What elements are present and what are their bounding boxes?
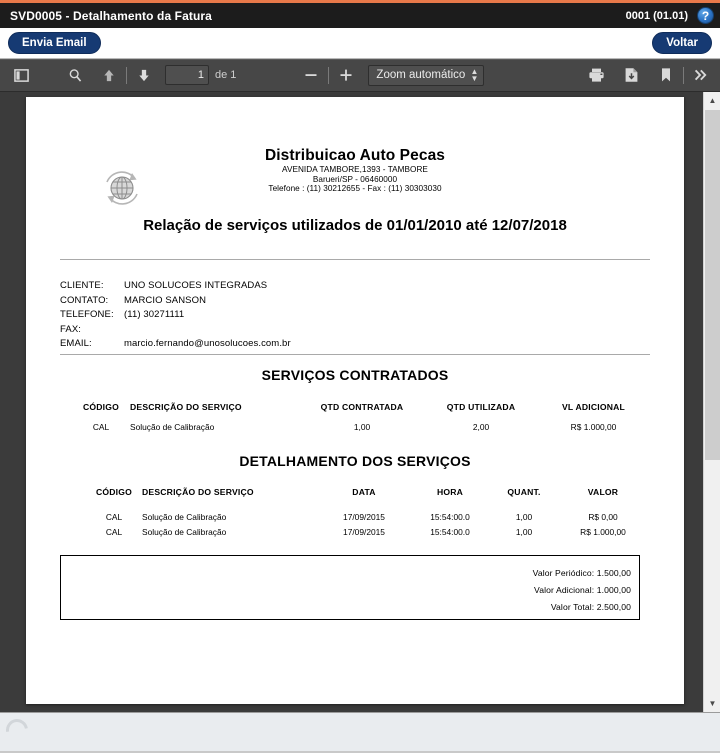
col-header-codigo: CÓDIGO [95, 487, 133, 497]
col-header-data: DATA [352, 487, 376, 497]
previous-page-arrow-up-icon[interactable] [96, 63, 122, 87]
window-titlebar [0, 0, 720, 28]
cell-descricao: Solução de Calibração [142, 512, 227, 522]
cell-hora: 15:54:00.0 [430, 512, 470, 522]
company-phone: Telefone : (11) 30212655 - Fax : (11) 30303030 [268, 184, 442, 193]
invoice-document [26, 97, 684, 704]
sidebar-toggle-icon[interactable] [8, 63, 34, 87]
total-valor-periodico: Valor Periódico: 1.500,00 [532, 568, 631, 578]
divider-middle [60, 354, 650, 355]
scroll-down-arrow-icon[interactable]: ▼ [704, 695, 720, 712]
cell-descricao: Solução de Calibração [142, 527, 227, 537]
service-detail-title: DETALHAMENTO DOS SERVIÇOS [239, 453, 471, 469]
cell-hora: 15:54:00.0 [430, 527, 470, 537]
info-row-contato [60, 294, 291, 309]
table-row [86, 507, 646, 522]
cell-vl-adicional: R$ 1.000,00 [570, 422, 617, 432]
col-header-hora: HORA [436, 487, 464, 497]
back-button[interactable]: Voltar [652, 32, 712, 54]
window-title: SVD0005 - Detalhamento da Fatura [10, 8, 212, 23]
cell-valor: R$ 0,00 [588, 512, 618, 522]
cell-data: 17/09/2015 [343, 512, 385, 522]
pdf-viewer-toolbar [0, 59, 720, 92]
col-header-qtd-contratada: QTD CONTRATADA [320, 402, 404, 412]
table-header-row [86, 487, 646, 507]
cell-quant: 1,00 [515, 527, 533, 537]
action-bar [0, 28, 720, 59]
viewer-vertical-scrollbar[interactable] [703, 92, 720, 712]
col-header-qtd-utilizada: QTD UTILIZADA [446, 402, 516, 412]
pdf-page [26, 97, 684, 704]
scrollbar-thumb[interactable] [705, 110, 720, 460]
info-label-contato: CONTATO: [60, 294, 109, 306]
contracted-services-title: SERVIÇOS CONTRATADOS [261, 367, 449, 383]
window-version-label: 0001 (01.01) [625, 9, 688, 22]
info-value-contato: MARCIO SANSON [124, 294, 207, 306]
cell-codigo: CAL [105, 512, 123, 522]
loading-spinner-icon [2, 715, 33, 746]
customer-info-block [60, 279, 291, 352]
info-value-email: marcio.fernando@unosolucoes.com.br [124, 338, 291, 349]
cell-quant: 1,00 [515, 512, 533, 522]
zoom-out-minus-icon[interactable] [298, 63, 324, 87]
next-page-arrow-down-icon[interactable] [131, 63, 157, 87]
table-row [72, 422, 647, 432]
info-value-telefone: (11) 30271111 [124, 309, 185, 320]
col-header-descricao: DESCRIÇÃO DO SERVIÇO [142, 487, 254, 497]
totals-box [60, 555, 640, 620]
company-city: Barueri/SP - 06460000 [312, 174, 398, 184]
cell-valor: R$ 1.000,00 [580, 527, 626, 537]
toolbar-divider-3 [683, 67, 684, 84]
company-name: Distribuicao Auto Pecas [264, 147, 446, 164]
info-label-telefone: TELEFONE: [60, 309, 114, 320]
page-total-label: de 1 [215, 69, 237, 81]
send-email-button[interactable]: Envia Email [8, 32, 101, 54]
total-valor-adicional: Valor Adicional: 1.000,00 [534, 585, 631, 595]
col-header-descricao: DESCRIÇÃO DO SERVIÇO [130, 402, 242, 412]
col-header-valor: VALOR [587, 487, 619, 497]
company-address: AVENIDA TAMBORE,1393 - TAMBORE [282, 165, 428, 174]
table-row [86, 522, 646, 537]
table-header-row [72, 402, 647, 422]
col-header-quant: QUANT. [507, 487, 541, 497]
cell-data: 17/09/2015 [343, 527, 385, 537]
info-row-cliente [60, 279, 291, 294]
status-bar [0, 712, 720, 753]
scroll-up-arrow-icon[interactable]: ▲ [704, 92, 720, 109]
info-label-fax: FAX: [60, 323, 81, 335]
toolbar-divider-1 [126, 67, 127, 84]
help-question-icon[interactable]: ? [697, 7, 714, 24]
cell-codigo: CAL [92, 422, 110, 432]
pdf-viewer-area[interactable] [0, 92, 720, 712]
bookmark-icon[interactable] [653, 63, 679, 87]
divider-top [60, 259, 650, 260]
service-detail-table [86, 487, 646, 537]
col-header-codigo: CÓDIGO [82, 402, 120, 412]
page-number-input[interactable] [165, 65, 209, 85]
info-value-cliente: UNO SOLUCOES INTEGRADAS [124, 280, 268, 291]
toolbar-divider-2 [328, 67, 329, 84]
total-valor-total: Valor Total: 2.500,00 [550, 602, 631, 612]
col-header-vl-adicional: VL ADICIONAL [561, 402, 626, 412]
search-icon[interactable] [62, 63, 88, 87]
report-title: Relação de serviços utilizados de 01/01/2010 até 12/07/2018 [143, 217, 567, 234]
zoom-level-select[interactable] [368, 65, 484, 86]
info-label-cliente: CLIENTE: [60, 280, 104, 291]
contracted-services-table [72, 402, 647, 432]
double-chevron-right-icon[interactable] [688, 63, 714, 87]
chevron-updown-icon: ▲ ▼ [470, 67, 479, 83]
info-row-email [60, 337, 291, 352]
cell-codigo: CAL [105, 527, 123, 537]
cell-descricao: Solução de Calibração [130, 422, 215, 432]
company-header [26, 147, 684, 194]
info-row-fax [60, 323, 291, 338]
cell-qtd-contratada: 1,00 [353, 422, 371, 432]
zoom-in-plus-icon[interactable] [333, 63, 359, 87]
info-label-email: EMAIL: [60, 338, 92, 349]
zoom-select-wrapper [368, 65, 484, 86]
print-icon[interactable] [583, 63, 609, 87]
cell-qtd-utilizada: 2,00 [472, 422, 490, 432]
download-icon[interactable] [618, 63, 644, 87]
info-row-telefone [60, 308, 291, 323]
